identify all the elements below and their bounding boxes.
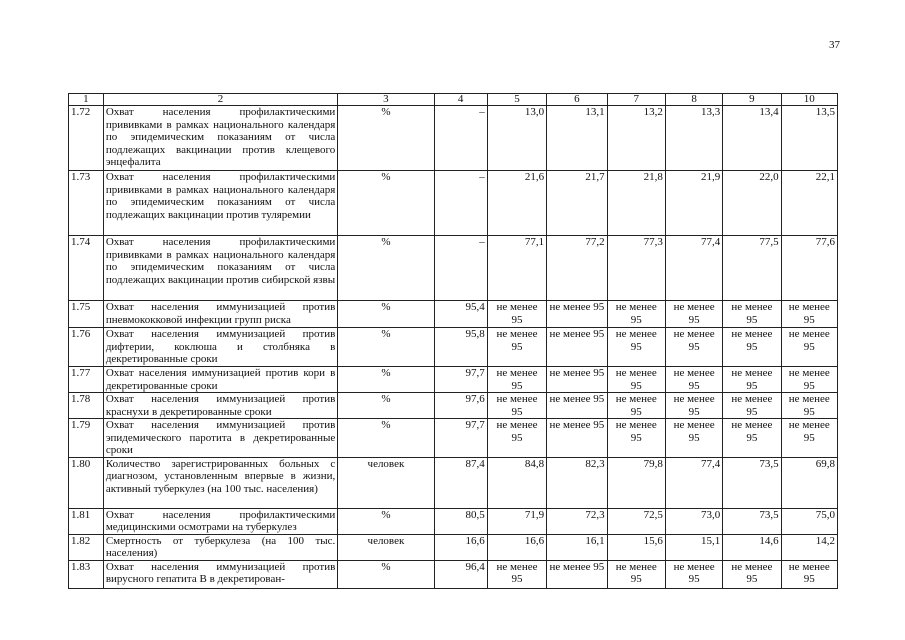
base-value: – <box>434 106 487 171</box>
row-number: 1.78 <box>69 393 104 419</box>
unit: % <box>338 393 434 419</box>
unit: % <box>338 236 434 301</box>
target-value: не менее 95 <box>607 419 665 458</box>
indicator-name: Охват населения профилактическими прививками в рамках национального календаря по эпидемическим показаниям от числа подлежащих вакцинации против туляремии <box>103 171 337 236</box>
target-value: не менее 95 <box>547 301 607 328</box>
target-value: не менее 95 <box>723 301 781 328</box>
indicator-name: Охват населения иммунизацией против дифтерии, коклюша и столбняка в декретированные сроки <box>103 328 337 367</box>
target-value: не менее 95 <box>781 367 837 393</box>
target-value: не менее 95 <box>487 301 546 328</box>
base-value: 95,4 <box>434 301 487 328</box>
target-value: 72,3 <box>547 508 607 534</box>
base-value: 97,7 <box>434 367 487 393</box>
base-value: 87,4 <box>434 457 487 508</box>
target-value: 13,0 <box>487 106 546 171</box>
target-value: не менее 95 <box>665 367 722 393</box>
target-value: не менее 95 <box>723 367 781 393</box>
unit: % <box>338 301 434 328</box>
indicator-name: Охват населения профилактическими медицинскими осмотрами на туберкулез <box>103 508 337 534</box>
table-header-row <box>69 94 838 106</box>
row-number: 1.81 <box>69 508 104 534</box>
target-value: 13,4 <box>723 106 781 171</box>
target-value: не менее 95 <box>665 560 722 588</box>
target-value: не менее 95 <box>487 393 546 419</box>
base-value: – <box>434 171 487 236</box>
unit: человек <box>338 534 434 560</box>
column-number: 8 <box>665 94 722 106</box>
target-value: не менее 95 <box>487 367 546 393</box>
target-value: 14,6 <box>723 534 781 560</box>
target-value: не менее 95 <box>723 393 781 419</box>
target-value: не менее 95 <box>723 328 781 367</box>
target-value: не менее 95 <box>781 560 837 588</box>
target-value: не менее 95 <box>487 328 546 367</box>
target-value: не менее 95 <box>665 301 722 328</box>
column-number: 9 <box>723 94 781 106</box>
target-value: 14,2 <box>781 534 837 560</box>
target-value: не менее 95 <box>547 419 607 458</box>
target-value: 79,8 <box>607 457 665 508</box>
target-value: не менее 95 <box>607 393 665 419</box>
column-number: 10 <box>781 94 837 106</box>
target-value: не менее 95 <box>607 301 665 328</box>
base-value: – <box>434 236 487 301</box>
column-number: 4 <box>434 94 487 106</box>
table-row <box>69 328 838 367</box>
table-row <box>69 534 838 560</box>
target-value: не менее 95 <box>723 560 781 588</box>
base-value: 16,6 <box>434 534 487 560</box>
target-value: 82,3 <box>547 457 607 508</box>
target-value: 21,9 <box>665 171 722 236</box>
target-value: 15,6 <box>607 534 665 560</box>
base-value: 97,6 <box>434 393 487 419</box>
target-value: не менее 95 <box>607 367 665 393</box>
target-value: 73,5 <box>723 508 781 534</box>
row-number: 1.79 <box>69 419 104 458</box>
target-value: не менее 95 <box>607 328 665 367</box>
target-value: 21,8 <box>607 171 665 236</box>
target-value: не менее 95 <box>607 560 665 588</box>
target-value: 21,6 <box>487 171 546 236</box>
target-value: 75,0 <box>781 508 837 534</box>
unit: % <box>338 367 434 393</box>
table-row <box>69 367 838 393</box>
indicator-name: Смертность от туберкулеза (на 100 тыс. населения) <box>103 534 337 560</box>
target-value: 77,2 <box>547 236 607 301</box>
row-number: 1.82 <box>69 534 104 560</box>
base-value: 95,8 <box>434 328 487 367</box>
target-value: не менее 95 <box>665 393 722 419</box>
column-number: 1 <box>69 94 104 106</box>
unit: % <box>338 560 434 588</box>
target-value: 21,7 <box>547 171 607 236</box>
target-value: не менее 95 <box>665 328 722 367</box>
unit: % <box>338 328 434 367</box>
indicator-name: Охват населения профилактическими прививками в рамках национального календаря по эпидемическим показаниям от числа подлежащих вакцинации против клещевого энцефалита <box>103 106 337 171</box>
table-row <box>69 301 838 328</box>
indicator-name: Охват населения иммунизацией против кори в декретированные сроки <box>103 367 337 393</box>
row-number: 1.80 <box>69 457 104 508</box>
row-number: 1.76 <box>69 328 104 367</box>
target-value: не менее 95 <box>547 367 607 393</box>
indicators-table <box>68 93 838 589</box>
target-value: не менее 95 <box>487 560 546 588</box>
target-value: 77,6 <box>781 236 837 301</box>
base-value: 96,4 <box>434 560 487 588</box>
target-value: 16,1 <box>547 534 607 560</box>
column-number: 2 <box>103 94 337 106</box>
row-number: 1.77 <box>69 367 104 393</box>
table-row <box>69 508 838 534</box>
target-value: 71,9 <box>487 508 546 534</box>
column-number: 5 <box>487 94 546 106</box>
target-value: 77,4 <box>665 236 722 301</box>
target-value: 13,2 <box>607 106 665 171</box>
row-number: 1.73 <box>69 171 104 236</box>
unit: человек <box>338 457 434 508</box>
table-row <box>69 457 838 508</box>
target-value: 69,8 <box>781 457 837 508</box>
target-value: 73,0 <box>665 508 722 534</box>
target-value: 77,4 <box>665 457 722 508</box>
target-value: не менее 95 <box>723 419 781 458</box>
indicator-name: Охват населения иммунизацией против краснухи в декретированные сроки <box>103 393 337 419</box>
target-value: 84,8 <box>487 457 546 508</box>
target-value: 13,5 <box>781 106 837 171</box>
target-value: не менее 95 <box>781 393 837 419</box>
target-value: 77,5 <box>723 236 781 301</box>
table-row <box>69 236 838 301</box>
unit: % <box>338 419 434 458</box>
indicator-name: Охват населения иммунизацией против эпидемического паротита в декретированные сроки <box>103 419 337 458</box>
target-value: 77,1 <box>487 236 546 301</box>
target-value: не менее 95 <box>547 328 607 367</box>
unit: % <box>338 106 434 171</box>
column-number: 6 <box>547 94 607 106</box>
target-value: 22,1 <box>781 171 837 236</box>
target-value: 77,3 <box>607 236 665 301</box>
indicator-name: Количество зарегистрированных больных с диагнозом, установленным впервые в жизни, активный туберкулез (на 100 тыс. населения) <box>103 457 337 508</box>
base-value: 97,7 <box>434 419 487 458</box>
row-number: 1.74 <box>69 236 104 301</box>
target-value: 72,5 <box>607 508 665 534</box>
target-value: не менее 95 <box>781 419 837 458</box>
target-value: не менее 95 <box>665 419 722 458</box>
base-value: 80,5 <box>434 508 487 534</box>
target-value: 15,1 <box>665 534 722 560</box>
indicator-name: Охват населения профилактическими прививками в рамках национального календаря по эпидемическим показаниям от числа подлежащих вакцинации против сибирской язвы <box>103 236 337 301</box>
page-number: 37 <box>829 39 840 51</box>
table-row <box>69 106 838 171</box>
column-number: 7 <box>607 94 665 106</box>
indicator-name: Охват населения иммунизацией против пневмококковой инфекции групп риска <box>103 301 337 328</box>
target-value: 73,5 <box>723 457 781 508</box>
table-row <box>69 171 838 236</box>
target-value: не менее 95 <box>781 301 837 328</box>
target-value: не менее 95 <box>547 393 607 419</box>
target-value: не менее 95 <box>547 560 607 588</box>
target-value: 22,0 <box>723 171 781 236</box>
target-value: 13,3 <box>665 106 722 171</box>
row-number: 1.83 <box>69 560 104 588</box>
table-row <box>69 560 838 588</box>
unit: % <box>338 508 434 534</box>
target-value: не менее 95 <box>487 419 546 458</box>
target-value: 13,1 <box>547 106 607 171</box>
target-value: не менее 95 <box>781 328 837 367</box>
row-number: 1.72 <box>69 106 104 171</box>
indicator-name: Охват населения иммунизацией против вирусного гепатита В в декретирован- <box>103 560 337 588</box>
table-row <box>69 393 838 419</box>
unit: % <box>338 171 434 236</box>
table-row <box>69 419 838 458</box>
row-number: 1.75 <box>69 301 104 328</box>
column-number: 3 <box>338 94 434 106</box>
target-value: 16,6 <box>487 534 546 560</box>
